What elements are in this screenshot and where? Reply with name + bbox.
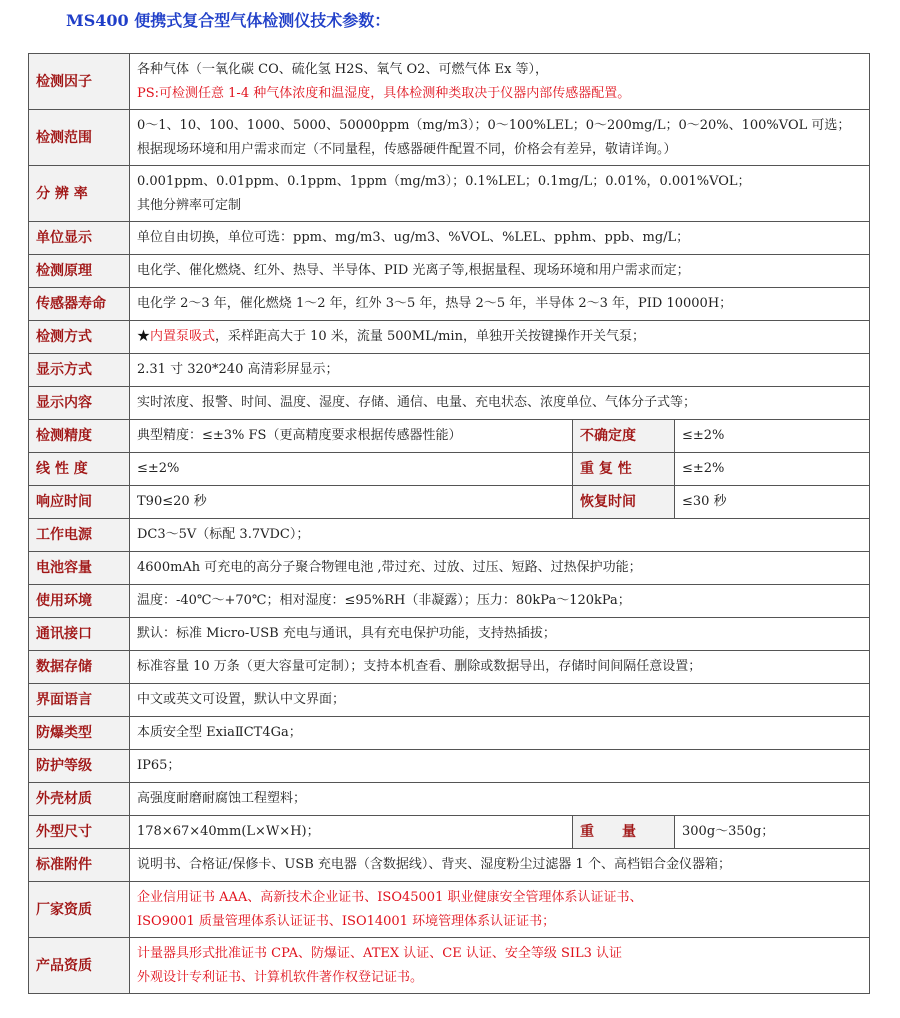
- row-value: 中文或英文可设置，默认中文界面；: [130, 684, 870, 717]
- table-row: [29, 585, 870, 618]
- table-row: [29, 255, 870, 288]
- row-label: 外型尺寸: [29, 816, 130, 849]
- row-value-secondary: ≤30 秒: [675, 486, 870, 519]
- row-label-secondary: 重 量: [573, 816, 675, 849]
- row-label: 使用环境: [29, 585, 130, 618]
- row-label: 电池容量: [29, 552, 130, 585]
- table-row: [29, 519, 870, 552]
- table-row: [29, 486, 870, 519]
- table-row: [29, 882, 870, 938]
- row-value-secondary: 300g～350g；: [675, 816, 870, 849]
- row-label: 显示方式: [29, 354, 130, 387]
- row-label: 防爆类型: [29, 717, 130, 750]
- row-value: 单位自由切换，单位可选：ppm、mg/m3、ug/m3、%VOL、%LEL、pphm、ppb、mg/L；: [130, 222, 870, 255]
- row-label: 数据存储: [29, 651, 130, 684]
- table-row: [29, 684, 870, 717]
- table-row: [29, 110, 870, 166]
- row-value: 电化学、催化燃烧、红外、热导、半导体、PID 光离子等,根据量程、现场环境和用户需求而定；: [130, 255, 870, 288]
- table-row: [29, 453, 870, 486]
- table-row: [29, 783, 870, 816]
- table-row: [29, 816, 870, 849]
- row-value: DC3～5V（标配 3.7VDC）；: [130, 519, 870, 552]
- table-row: [29, 321, 870, 354]
- row-label: 检测精度: [29, 420, 130, 453]
- row-value: 高强度耐磨耐腐蚀工程塑料；: [130, 783, 870, 816]
- row-value: 178×67×40mm(L×W×H)；: [130, 816, 573, 849]
- row-label: 产品资质: [29, 938, 130, 994]
- row-value: 计量器具形式批准证书 CPA、防爆证、ATEX 认证、CE 认证、安全等级 SIL3 认证 外观设计专利证书、计算机软件著作权登记证书。: [130, 938, 870, 994]
- table-row: [29, 288, 870, 321]
- row-value: 实时浓度、报警、时间、温度、湿度、存储、通信、电量、充电状态、浓度单位、气体分子式等；: [130, 387, 870, 420]
- table-row: [29, 618, 870, 651]
- row-value: ★内置泵吸式，采样距高大于 10 米，流量 500ML/min，单独开关按键操作开关气泵；: [130, 321, 870, 354]
- page-title: MS400 便携式复合型气体检测仪技术参数：: [66, 11, 391, 30]
- row-label: 厂家资质: [29, 882, 130, 938]
- row-value: T90≤20 秒: [130, 486, 573, 519]
- row-value-secondary: ≤±2%: [675, 420, 870, 453]
- row-label: 线 性 度: [29, 453, 130, 486]
- row-value: 本质安全型 ExiaⅡCT4Ga；: [130, 717, 870, 750]
- spec-table: [28, 53, 870, 994]
- table-row: [29, 750, 870, 783]
- row-value: 2.31 寸 320*240 高清彩屏显示；: [130, 354, 870, 387]
- row-value: ≤±2%: [130, 453, 573, 486]
- row-label: 显示内容: [29, 387, 130, 420]
- row-label: 标准附件: [29, 849, 130, 882]
- row-value: 温度：-40℃～+70℃；相对湿度：≤95%RH（非凝露）；压力：80kPa～120kPa；: [130, 585, 870, 618]
- row-value: 标准容量 10 万条（更大容量可定制）；支持本机查看、删除或数据导出，存储时间间隔任意设置；: [130, 651, 870, 684]
- row-value: IP65；: [130, 750, 870, 783]
- row-value: 电化学 2～3 年，催化燃烧 1～2 年，红外 3～5 年，热导 2～5 年，半导体 2～3 年，PID 10000H；: [130, 288, 870, 321]
- row-label: 分 辨 率: [29, 166, 130, 222]
- row-label: 外壳材质: [29, 783, 130, 816]
- row-label: 响应时间: [29, 486, 130, 519]
- star-icon: ★: [137, 329, 151, 344]
- row-value: 典型精度：≤±3% FS（更高精度要求根据传感器性能）: [130, 420, 573, 453]
- row-label: 单位显示: [29, 222, 130, 255]
- row-label: 检测方式: [29, 321, 130, 354]
- row-label: 检测范围: [29, 110, 130, 166]
- row-value: 4600mAh 可充电的高分子聚合物锂电池 ,带过充、过放、过压、短路、过热保护功能；: [130, 552, 870, 585]
- table-row: [29, 420, 870, 453]
- table-row: [29, 354, 870, 387]
- row-value: 默认：标准 Micro-USB 充电与通讯，具有充电保护功能，支持热插拔；: [130, 618, 870, 651]
- row-value: 说明书、合格证/保修卡、USB 充电器（含数据线）、背夹、湿度粉尘过滤器 1 个、高档铝合金仪器箱；: [130, 849, 870, 882]
- table-row: [29, 849, 870, 882]
- table-row: [29, 54, 870, 110]
- row-label: 检测原理: [29, 255, 130, 288]
- table-row: [29, 938, 870, 994]
- row-label: 检测因子: [29, 54, 130, 110]
- row-label-secondary: 恢复时间: [573, 486, 675, 519]
- row-label: 界面语言: [29, 684, 130, 717]
- table-row: [29, 387, 870, 420]
- row-label-secondary: 不确定度: [573, 420, 675, 453]
- table-row: [29, 166, 870, 222]
- row-value: 0.001ppm、0.01ppm、0.1ppm、1ppm（mg/m3）；0.1%LEL；0.1mg/L；0.01%，0.001%VOL； 其他分辨率可定制: [130, 166, 870, 222]
- row-label: 工作电源: [29, 519, 130, 552]
- table-row: [29, 222, 870, 255]
- row-value: 各种气体（一氧化碳 CO、硫化氢 H2S、氧气 O2、可燃气体 Ex 等）， PS:可检测任意 1-4 种气体浓度和温湿度，具体检测种类取决于仪器内部传感器配置。: [130, 54, 870, 110]
- table-row: [29, 717, 870, 750]
- row-label-secondary: 重 复 性: [573, 453, 675, 486]
- row-value-secondary: ≤±2%: [675, 453, 870, 486]
- row-label: 传感器寿命: [29, 288, 130, 321]
- row-value: 企业信用证书 AAA、高新技术企业证书、ISO45001 职业健康安全管理体系认证证书、 ISO9001 质量管理体系认证证书、ISO14001 环境管理体系认证证书；: [130, 882, 870, 938]
- row-label: 通讯接口: [29, 618, 130, 651]
- table-row: [29, 651, 870, 684]
- row-value: 0～1、10、100、1000、5000、50000ppm（mg/m3）；0～100%LEL；0～200mg/L；0～20%、100%VOL 可选； 根据现场环境和用户需求而定（不同量程，传感器硬件配置不同，价格会有差异，敬请详询。）: [130, 110, 870, 166]
- table-row: [29, 552, 870, 585]
- row-label: 防护等级: [29, 750, 130, 783]
